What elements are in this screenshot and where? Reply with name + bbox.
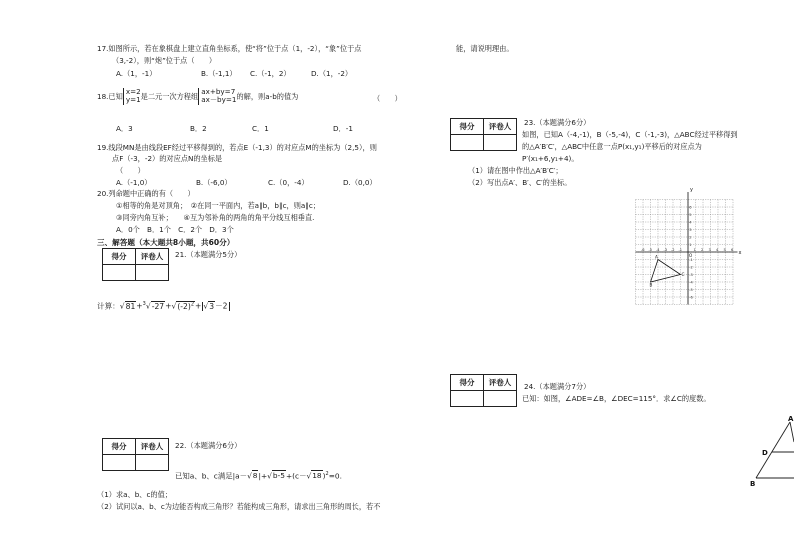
q21-radicand-3-base: (-2) <box>177 301 191 311</box>
q21-minus-two: －2 <box>215 301 228 311</box>
q20-options: A．0个 B．1个 C．2个 D．3个 <box>116 225 234 234</box>
q17-option-d: D.（1，-2） <box>311 69 353 78</box>
q20-line1: 20.列命题中正确的有（ ） <box>97 189 195 198</box>
q24-figure <box>748 412 794 488</box>
q22-paren-open: +(c－ <box>285 471 307 481</box>
grader-header: 评卷人 <box>484 119 517 135</box>
x-tick-label: -4 <box>656 248 660 252</box>
q19-option-a: A.（-1,0） <box>116 178 152 187</box>
x-tick-label: -3 <box>663 248 668 252</box>
score-header: 得分 <box>103 439 136 455</box>
score-cell[interactable] <box>103 265 136 281</box>
q21-radicand-2: -27 <box>151 301 165 311</box>
q18-sys-right-2: ax－by=1 <box>201 95 237 105</box>
q21-expression <box>97 301 230 311</box>
grader-cell[interactable] <box>136 455 169 471</box>
score-box-q21 <box>102 248 169 281</box>
origin-label: O <box>689 253 693 258</box>
q21-cube-index: 3 <box>142 301 146 307</box>
y-tick-label: -5 <box>689 288 693 292</box>
q22-abs-close: |+ <box>258 471 268 481</box>
segment-ac <box>790 422 794 442</box>
x-tick-label: 4 <box>716 248 719 252</box>
grid-tick-labels <box>641 206 734 300</box>
score-cell[interactable] <box>451 135 484 151</box>
q18-sys-right-1: ax+by=7 <box>201 87 236 96</box>
q18-mid: 是二元一次方程组 <box>140 91 199 101</box>
x-axis-label: x <box>738 250 742 256</box>
q22-continuation: 能，请说明理由。 <box>456 44 514 53</box>
q18-sys-left-2: y=1 <box>125 95 141 105</box>
q24-line1: 已知：如图，∠ADE=∠B，∠DEC=115°．求∠C的度数。 <box>522 394 711 403</box>
sqrt-sign: √ <box>306 471 312 481</box>
q23-line3: P′(x₁+6,y₁+4)。 <box>522 154 579 163</box>
score-cell[interactable] <box>103 455 136 471</box>
x-tick-label: 6 <box>731 248 734 252</box>
q18-option-d: D．-1 <box>333 124 353 133</box>
q19-option-d: D.（0,0） <box>343 178 377 187</box>
grader-header: 评卷人 <box>136 439 169 455</box>
q21-calc-label: 计算： <box>97 301 120 311</box>
sqrt-sign: √ <box>247 471 252 481</box>
q23-part2: （2）写出点A′、B′、C′的坐标。 <box>468 178 572 187</box>
sqrt-sign: √ <box>203 301 209 311</box>
label-d: D <box>762 449 768 457</box>
coordinate-grid <box>628 186 740 314</box>
q17-option-c: C.（-1，2） <box>250 69 291 78</box>
point-c-label: C <box>681 272 685 277</box>
y-tick-label: 3 <box>689 228 692 232</box>
q18-prefix: 18.已知 <box>97 91 123 101</box>
q22-abs-open: |a－ <box>232 471 248 481</box>
label-b: B <box>750 480 756 488</box>
q22-radicand-3: 18 <box>312 471 322 481</box>
point-a-label: A <box>655 254 658 260</box>
score-box-q23 <box>450 118 517 151</box>
q18-stem <box>97 88 298 105</box>
q19-blank: （ ） <box>116 166 145 175</box>
sqrt-sign: √ <box>267 471 272 481</box>
sqrt-sign: √ <box>119 301 125 311</box>
y-tick-label: -2 <box>689 265 693 270</box>
y-tick-label: -4 <box>689 280 693 285</box>
q20-line2: ①相等的角是对顶角； ②在同一平面内，若a∥b，b∥c，则a∥c； <box>116 201 321 210</box>
q23-title: 23.（本题满分6分） <box>524 118 591 127</box>
q22-title: 22.（本题满分6分） <box>175 441 242 450</box>
q22-part1: （1）求a、b、c的值； <box>97 490 172 499</box>
label-a: A <box>788 415 794 423</box>
score-box-q24 <box>450 374 517 407</box>
q19-line1: 19.线段MN是由线段EF经过平移得到的，若点E（-1,3）的对应点M的坐标为（2,5），则 <box>97 143 377 152</box>
q22-part2: （2）试问以a、b、c为边能否构成三角形？若能构成三角形，请求出三角形的周长，若不 <box>97 502 381 511</box>
y-tick-label: -6 <box>689 295 693 300</box>
q22-given-prefix: 已知a、b、c满足 <box>175 471 233 481</box>
x-tick-label: -6 <box>641 248 645 252</box>
q18-blank: （ ） <box>373 94 402 103</box>
q17-line2: （3,-2），则“炮”位于点（ ） <box>112 56 217 65</box>
q22-square: 2 <box>325 471 329 477</box>
q21-title: 21.（本题满分5分） <box>175 250 242 259</box>
q19-option-b: B.（-6,0） <box>196 178 232 187</box>
y-tick-label: -1 <box>689 258 693 262</box>
grader-header: 评卷人 <box>136 249 169 265</box>
x-tick-label: -2 <box>671 248 675 252</box>
q21-plus-2: + <box>165 301 172 311</box>
q21-plus-1: + <box>136 301 143 311</box>
x-tick-label: -1 <box>678 248 683 252</box>
y-tick-label: 2 <box>689 235 692 240</box>
score-box-q22 <box>102 438 169 471</box>
q21-radicand-1: 81 <box>125 301 136 311</box>
sqrt-sign: √ <box>171 301 177 311</box>
q22-radicand-1: 8 <box>252 471 258 481</box>
x-tick-label: 3 <box>708 248 711 252</box>
q23-line1: 如图，已知A（-4,-1)，B（-5,-4)，C（-1,-3)，△ABC经过平移得到 <box>522 130 738 139</box>
q19-option-c: C.（0，-4） <box>268 178 309 187</box>
q21-plus-3: + <box>195 301 202 311</box>
x-tick-label: 1 <box>693 248 696 252</box>
abs-bar-right <box>228 302 230 311</box>
point-b-label: B <box>649 282 653 288</box>
q22-given-suffix: =0. <box>328 471 342 481</box>
q18-suffix: 的解，则a-b的值为 <box>236 91 299 101</box>
q21-radicand-4: 3 <box>209 301 215 311</box>
q17-option-b: B.（-1,1） <box>201 69 237 78</box>
sqrt-sign: √ <box>145 301 151 311</box>
x-tick-label: 5 <box>723 248 726 252</box>
q18-option-a: A．3 <box>116 124 133 133</box>
section-3-heading: 三、解答题（本大题共8小题，共60分） <box>97 238 235 247</box>
q22-given <box>175 471 342 481</box>
q21-square: 2 <box>190 301 195 307</box>
q17-option-a: A.（1，-1） <box>116 69 157 78</box>
score-header: 得分 <box>451 375 484 391</box>
q21-radicand-3 <box>176 301 195 311</box>
q23-line2: 的△A′B′C′，△ABC中任意一点P(x₁,y₁)平移后的对应点为 <box>522 142 702 151</box>
q19-line2: 点F（-3，-2）的对应点N的坐标是 <box>112 154 223 163</box>
y-tick-label: 5 <box>689 213 692 217</box>
score-cell[interactable] <box>451 391 484 407</box>
grader-header: 评卷人 <box>484 375 517 391</box>
q18-sys-left-1: x=2 <box>125 87 141 96</box>
q18-option-b: B．2 <box>190 124 207 133</box>
grader-cell[interactable] <box>484 391 517 407</box>
q23-part1: （1）请在图中作出△A′B′C′； <box>468 166 563 175</box>
y-tick-label: -3 <box>689 273 693 277</box>
score-header: 得分 <box>451 119 484 135</box>
q20-line3: ③同旁内角互补； ④互为邻补角的两角的角平分线互相垂直. <box>116 213 315 222</box>
grader-cell[interactable] <box>136 265 169 281</box>
y-tick-label: 6 <box>689 205 692 210</box>
q18-option-c: C．1 <box>252 124 269 133</box>
q18-system-brace <box>198 88 236 105</box>
q18-solution-brace <box>123 88 141 105</box>
y-axis-label: y <box>690 187 693 193</box>
grader-cell[interactable] <box>484 135 517 151</box>
q17-line1: 17.如图所示，若在象棋盘上建立直角坐标系，使“将”位于点（1，-2），“象”位于点 <box>97 44 362 53</box>
q24-title: 24.（本题满分7分） <box>524 382 591 391</box>
x-tick-label: 2 <box>701 248 704 252</box>
y-tick-label: 1 <box>689 243 692 247</box>
x-tick-label: -5 <box>648 248 653 252</box>
y-tick-label: 4 <box>689 220 692 225</box>
q22-radicand-2: b-5 <box>272 471 285 481</box>
score-header: 得分 <box>103 249 136 265</box>
q22-paren-close: ) <box>322 471 326 481</box>
